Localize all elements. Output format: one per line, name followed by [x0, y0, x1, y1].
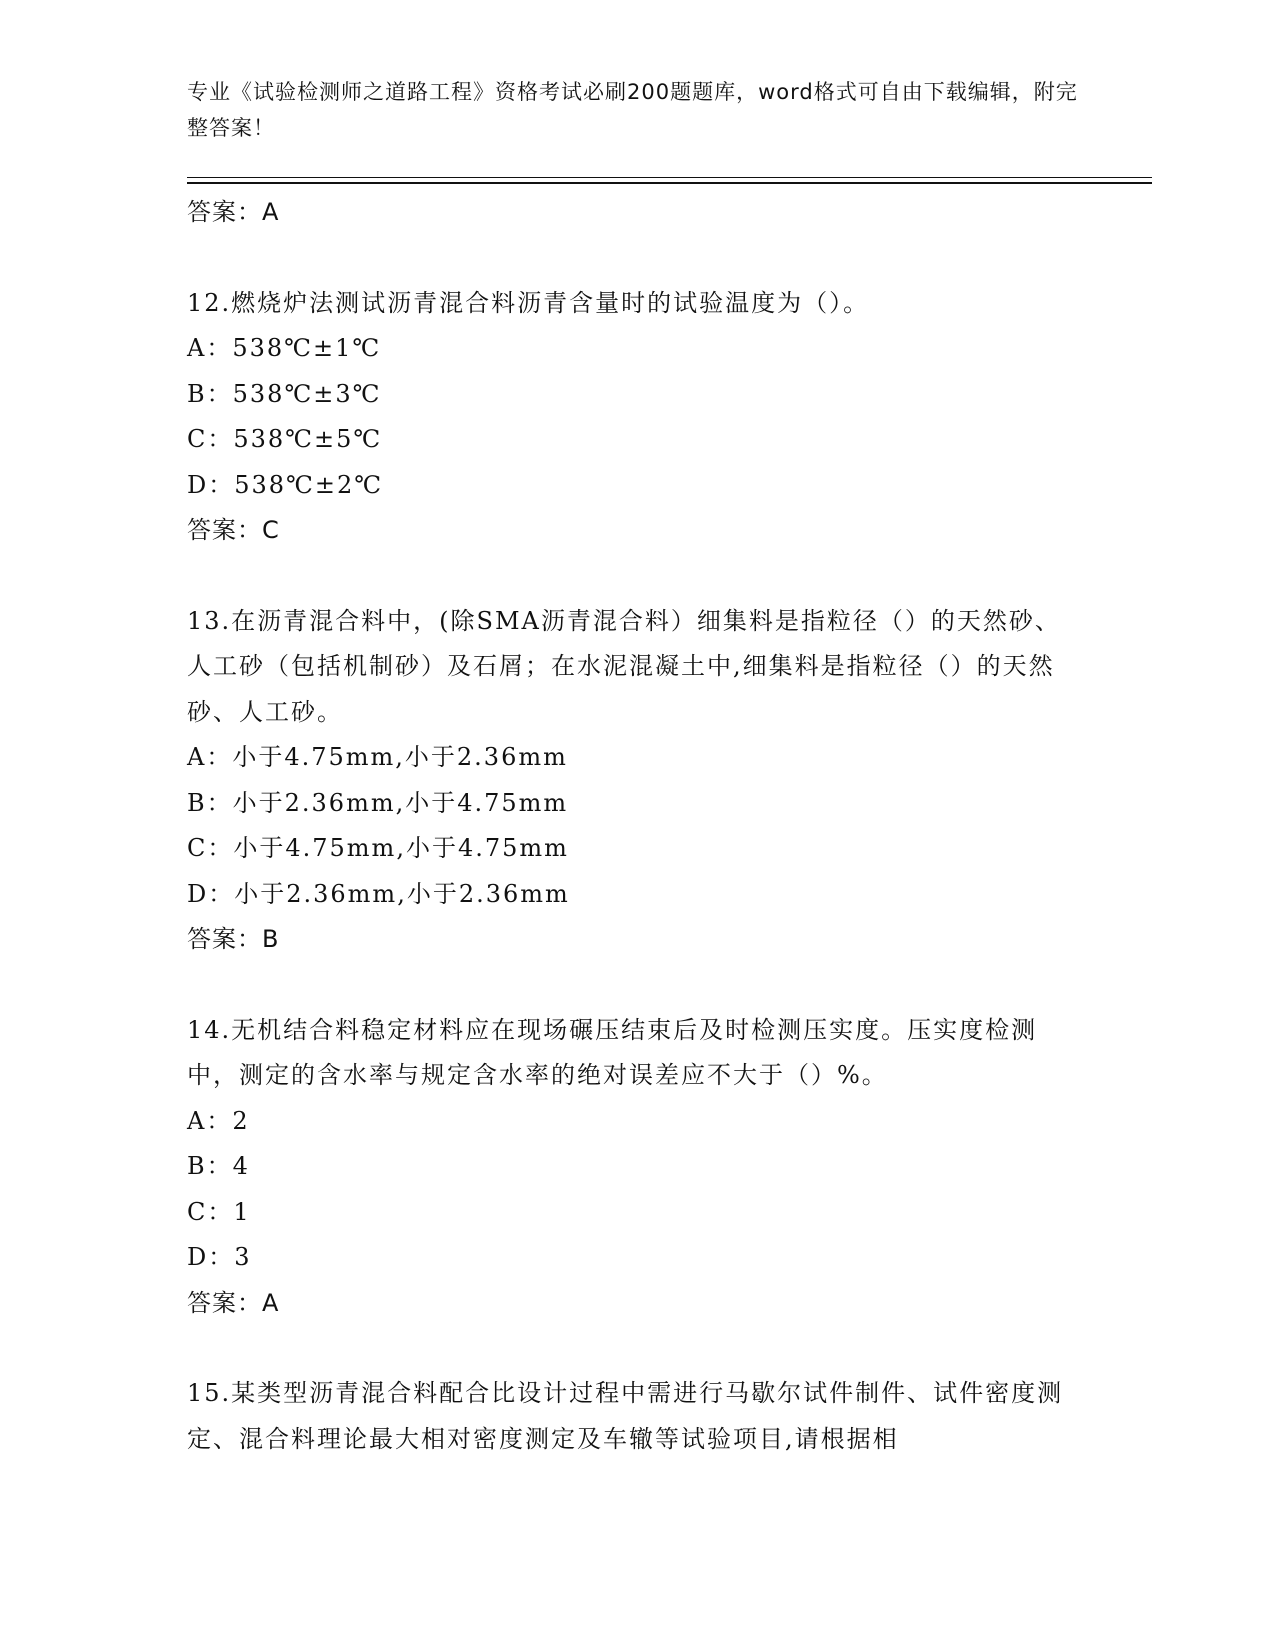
option-a: A：2 [187, 1106, 250, 1135]
option-c: C：小于4.75mm,小于4.75mm [187, 834, 569, 862]
question-14 [187, 1008, 1087, 1327]
option-b: B：小于2.36mm,小于4.75mm [187, 788, 569, 817]
question-answer: 答案：A [187, 1288, 280, 1317]
question-13 [187, 599, 1087, 963]
question-stem: 12.燃烧炉法测试沥青混合料沥青含量时的试验温度为（）。 [187, 288, 870, 317]
option-b: B：4 [187, 1152, 250, 1180]
option-d: D：3 [187, 1243, 252, 1271]
question-answer: 答案：C [187, 516, 280, 544]
question-list [187, 190, 1087, 1462]
question-stem: 13.在沥青混合料中，(除SMA沥青混合料）细集料是指粒径（）的天然砂、人工砂（包括机制砂）及石屑；在水泥混凝土中,细集料是指粒径（）的天然砂、人工砂。 [187, 606, 1061, 726]
option-d: D：538℃±2℃ [187, 470, 384, 499]
question-stem: 14.无机结合料稳定材料应在现场碾压结束后及时检测压实度。压实度检测中，测定的含水率与规定含水率的绝对误差应不大于（）%。 [187, 1015, 1038, 1089]
option-c: C：538℃±5℃ [187, 425, 383, 453]
document-header: 专业《试验检测师之道路工程》资格考试必刷200题题库，word格式可自由下载编辑，附完整答案！ [187, 80, 1078, 140]
header-rule-top [187, 177, 1152, 178]
lead-answer: 答案：A [187, 198, 280, 226]
option-d: D：小于2.36mm,小于2.36mm [187, 879, 570, 908]
option-a: A：538℃±1℃ [187, 334, 382, 362]
option-a: A：小于4.75mm,小于2.36mm [187, 743, 568, 771]
question-12 [187, 281, 1087, 554]
option-c: C：1 [187, 1197, 251, 1226]
question-answer: 答案：B [187, 925, 280, 953]
option-b: B：538℃±3℃ [187, 379, 382, 408]
header-rule-bottom [187, 182, 1152, 184]
question-stem: 15.某类型沥青混合料配合比设计过程中需进行马歇尔试件制件、试件密度测定、混合料理论最大相对密度测定及车辙等试验项目,请根据相 [187, 1379, 1064, 1453]
question-15 [187, 1371, 1087, 1462]
